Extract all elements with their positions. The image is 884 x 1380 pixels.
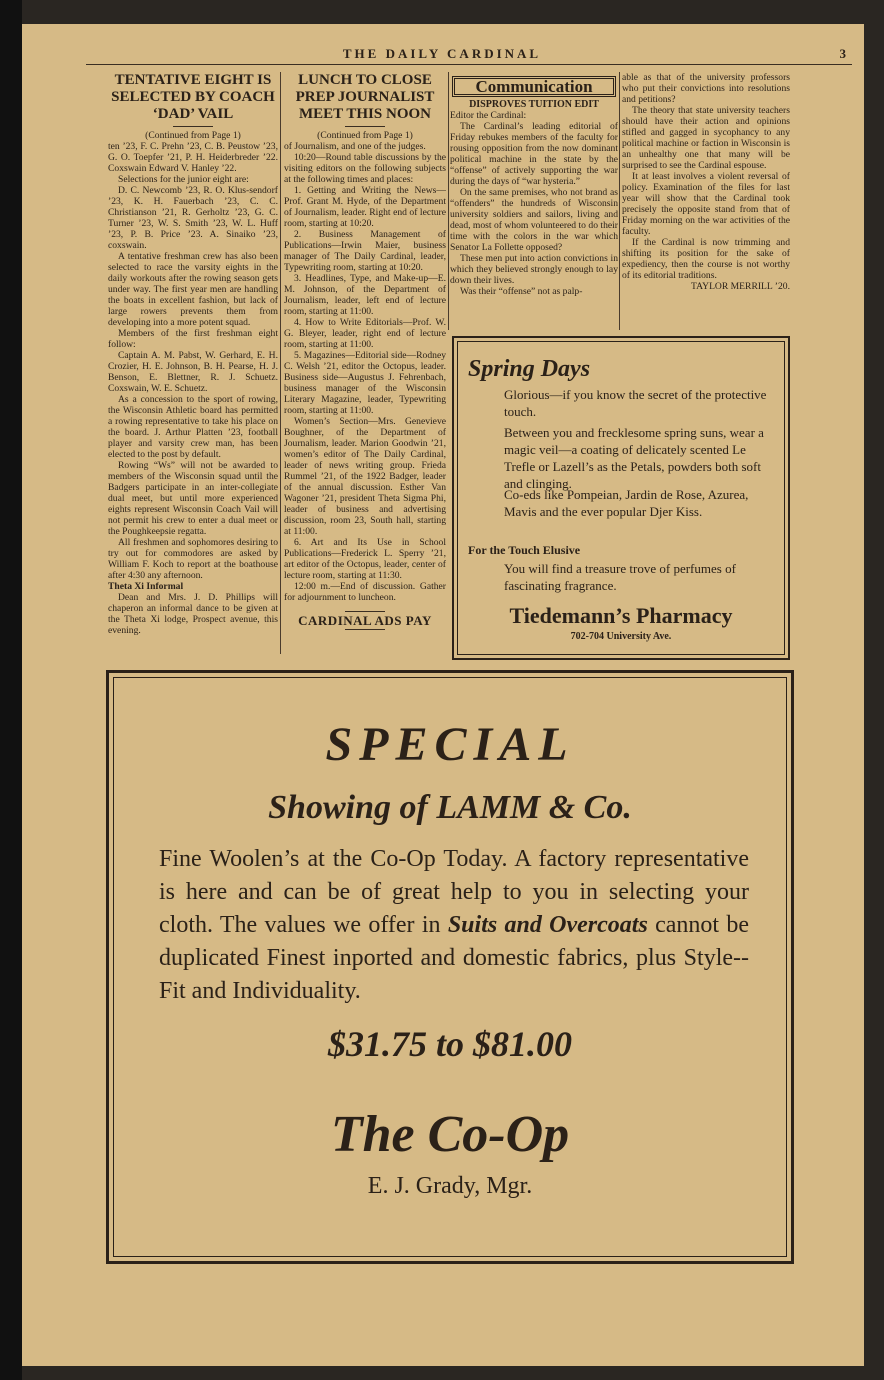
signature: TAYLOR MERRILL ’20. (691, 281, 790, 292)
paragraph: Rowing “Ws” will not be awarded to members of the Wisconsin squad until the Badgers participate in an inter-collegiate dual meet, but until more experienced eights represent Wisconsin Coach Vail will not permit his crew to enter a dual meet or the Poughkeepsie regatta. (108, 460, 278, 537)
ad-body-emphasis: Suits and Overcoats (447, 912, 648, 938)
ad-title: Spring Days (468, 356, 591, 382)
page-number: 3 (839, 46, 846, 61)
manager-name: E. J. Grady, Mgr. (367, 1173, 533, 1199)
paragraph: 4. How to Write Editorials—Prof. W. G. Bleyer, leader, right end of lecture room, starting at 11:00. (284, 317, 446, 350)
ad-paragraph: You will find a treasure trove of perfumes of fascinating fragrance. (504, 561, 736, 593)
paragraph: Members of the first freshman eight follow: (108, 328, 278, 350)
filler-slogan: CARDINAL ADS PAY (298, 613, 432, 628)
paragraph: A tentative freshman crew has also been selected to race the varsity eights in the daily workouts after the rowing season gets under way. The first year men are handling the boats in excellent fashion, but lack of large rowers prevents them from developing into a more potent squad. (108, 251, 278, 328)
price-range: $31.75 to $81.00 (327, 1024, 572, 1064)
ad-subtitle: Showing of LAMM & Co. (268, 789, 632, 826)
column-divider (280, 72, 281, 654)
paragraph: All freshmen and sophomores desiring to try out for commodores are asked by William F. Koch to report at the boathouse after 4:30 any afternoon. (108, 537, 278, 581)
column-divider (619, 72, 620, 330)
ad-paragraph: Between you and frecklesome spring suns, wear a magic veil—a coating of delicately scented Le Trefle or Lazell’s as the Petals, powders both soft and clinging. (504, 425, 764, 491)
paragraph: It at least involves a violent reversal of policy. Examination of the files for last year will show that the Cardinal took precisely the opposite stand from that of Friday morning on the war activities of the faculty. (622, 171, 790, 237)
headline: TENTATIVE EIGHT IS SELECTED BY COACH ‘DAD’ VAIL (111, 72, 275, 122)
paragraph: The Cardinal’s leading editorial of Friday rebukes members of the faculty for rousing opposition from the now dominant political machine in the state by the “offense” of actively supporting the war during the days of “war hysteria.” (450, 121, 618, 187)
paragraph: 1. Getting and Writing the News—Prof. Grant M. Hyde, of the Department of Journalism, leader. Right end of lecture room, starting at 10:20. (284, 185, 446, 229)
paragraph: of Journalism, and one of the judges. (284, 141, 426, 152)
divider (345, 629, 385, 630)
ad-body-text: cannot be duplicated Finest inported and domestic fabrics, plus Style--Fit and Individuality. (159, 912, 750, 1004)
store-name: The Co-Op (330, 1106, 570, 1163)
paragraph: 12:00 m.—End of discussion. Gather for adjournment to luncheon. (284, 581, 446, 603)
paragraph: 2. Business Management of Publications—Irwin Maier, business manager of The Daily Cardinal, leader, Typewriting room, starting at 10:20. (284, 229, 446, 273)
store-name: Tiedemann’s Pharmacy (509, 603, 733, 628)
paragraph: If the Cardinal is now trimming and shifting its position for the sake of expediency, then the course is not worthy of its editorial traditions. (622, 237, 790, 281)
divider (345, 611, 385, 612)
paragraph: 3. Headlines, Type, and Make-up—E. M. Johnson, of the Department of Journalism, leader, left end of lecture room, starting at 11:00. (284, 273, 446, 317)
continued-note: (Continued from Page 1) (317, 130, 413, 141)
co-op-advertisement (106, 670, 794, 1264)
paragraph: Was their “offense” not as palp- (460, 286, 583, 297)
salutation: Editor the Cardinal: (450, 110, 527, 121)
paragraph: The theory that state university teachers should have their action and opinions stifled and gagged in sycophancy to any political machine or faction in Wisconsin is an unhealthy one that many will be surprised to see the Cardinal espouse. (622, 105, 790, 171)
column-divider (448, 72, 449, 330)
paragraph: able as that of the university professors who put their convictions into resolutions and petitions? (622, 72, 790, 105)
article-communication (450, 72, 618, 297)
ad-subheading: For the Touch Elusive (468, 543, 581, 557)
paragraph: Captain A. M. Pabst, W. Gerhard, E. H. Crozier, H. E. Johnson, B. H. Pearse, H. J. Benson, E. Blettner, R. J. Schuetz. Coxswain, W. E. Schuetz. (108, 350, 278, 394)
paragraph: Selections for the junior eight are: (118, 174, 249, 185)
subheading: DISPROVES TUITION EDIT (469, 99, 599, 110)
ad-body (159, 843, 749, 1008)
article-tentative-eight (108, 72, 278, 636)
section-title: Communication (454, 78, 614, 95)
headline: LUNCH TO CLOSE PREP JOURNALIST MEET THIS NOON (295, 72, 435, 122)
ad-body-text: Fine Woolen’s at the Co-Op Today. A factory representative is here and can be of great help to you in selecting your cloth. The values we offer in (159, 846, 749, 938)
paragraph: 10:20—Round table discussions by the visiting editors on the following subjects at the following times and places: (284, 152, 446, 185)
paragraph: 5. Magazines—Editorial side—Rodney C. Welsh ’21, editor the Octopus, leader. Business side—Augustus J. Fehrenbach, business manager of the Wisconsin Literary Magazine, leader, Typewriting room, starting at 11:00. (284, 350, 446, 416)
store-address: 702-704 University Ave. (570, 631, 672, 642)
paragraph: As a concession to the sport of rowing, the Wisconsin Athletic board has permitted a rowing representative to take his place on the board. J. Arthur Platten ’23, football player and varsity crew man, has been elected to the post by default. (108, 394, 278, 460)
divider (173, 126, 213, 127)
paragraph: These men put into action convictions in which they believed strongly enough to lay down their lives. (450, 253, 618, 286)
article-lunch-prep-journalist (284, 72, 446, 633)
section-header (452, 76, 616, 97)
paragraph: 6. Art and Its Use in School Publications—Frederick L. Sperry ’21, art editor of the Octopus, leader, center of lecture room, starting at 11:30. (284, 537, 446, 581)
article-communication-continued (622, 72, 790, 292)
ad-paragraph: Co-eds like Pompeian, Jardin de Rose, Azurea, Mavis and the ever popular Djer Kiss. (504, 487, 749, 519)
scan-edge (0, 0, 22, 1380)
paragraph: ten ’23, F. C. Prehn ’23, C. B. Peustow ’23, G. O. Toepfer ’21, P. H. Heiderbreder ’22. Coxswain Edward V. Hanley ’22. (108, 141, 278, 174)
paragraph: On the same premises, who not brand as “offenders” the hundreds of Wisconsin university soldiers and sailors, living and dead, most of whom volunteered to do their time with the colors in the war which Senator La Follette opposed? (450, 187, 618, 253)
masthead: THE DAILY CARDINAL (342, 46, 542, 61)
paragraph: Women’s Section—Mrs. Genevieve Boughner, of the Department of Journalism, leader. Marion Goodwin ’21, women’s editor of The Daily Cardinal, leader of news writing group. Frieda Rummel ’21, of the 1922 Badger, leader of the annual discussion. Esther Van Wagoner ’21, president Theta Sigma Phi, leader of business and advertising discussion, room 23, South hall, starting at 11:00. (284, 416, 446, 537)
subheading: Theta Xi Informal (108, 581, 184, 592)
divider (345, 126, 385, 127)
paragraph: Dean and Mrs. J. D. Phillips will chaperon an informal dance to be given at the Theta Xi lodge, Prospect avenue, this evening. (108, 592, 278, 636)
pharmacy-advertisement (452, 336, 790, 660)
masthead-rule (86, 64, 852, 65)
continued-note: (Continued from Page 1) (145, 130, 241, 141)
paragraph: D. C. Newcomb ’23, R. O. Klus-sendorf ’23, K. H. Fauerbach ’23, C. C. Christianson ’21, R. Gerholtz ’23, G. C. Turner ’23, W. S. Smith ’23, W. L. Huff ’23, P. B. Price ’23. A. Sinaiko ’23, coxswain. (108, 185, 278, 251)
ad-paragraph: Glorious—if you know the secret of the protective touch. (504, 387, 767, 419)
ad-title: SPECIAL (325, 718, 575, 771)
